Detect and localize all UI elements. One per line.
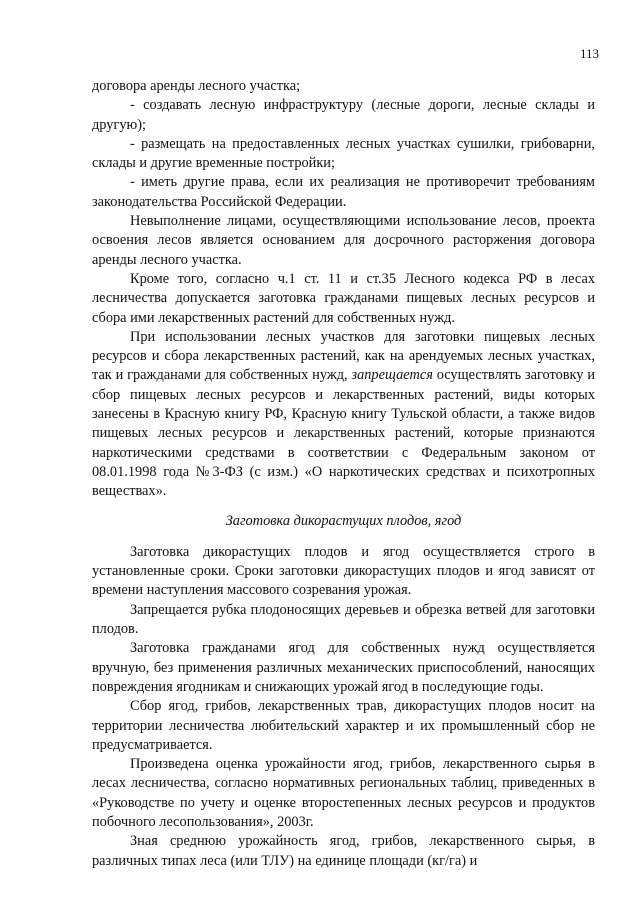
prohibition-text-before: При использовании лесных участков для заготовки пищевых лесных ресурсов и сбора лекарственных растений, как на арендуемых лесных участках, так и гражданами для собственных нужд, (92, 328, 595, 384)
paragraph-continuation: договора аренды лесного участка; (92, 78, 301, 94)
page-number: 113 (579, 46, 599, 61)
paragraph-forest-code: Кроме того, согласно ч.1 ст. 11 и ст.35 Лесного кодекса РФ в лесах лесничества допускается заготовка гражданами пищевых лесных ресурсов и сбора ими лекарственных растений для собственных нужд. (92, 270, 595, 326)
section-heading: Заготовка дикорастущих плодов, ягод (225, 512, 462, 529)
list-item-infrastructure: - создавать лесную инфраструктуру (лесные дороги, лесные склады и другую); (92, 97, 595, 133)
paragraph-yield-assessment: Произведена оценка урожайности ягод, грибов, лекарственного сырья в лесах лесничества, согласно нормативных региональных таблиц, приведенных в «Руководстве по учету и оценке второстепенных лесных ресурсов и продуктов побочного лесопользования», 2003г. (92, 756, 595, 830)
prohibition-text-after: осуществлять заготовку и сбор пищевых лесных ресурсов и лекарственных растений, виды которых занесены в Красную книгу РФ, Красную книгу Тульской области, а также видов пищевых лесных ресурсов и лекарственных растений, которые признаются наркотическими средствами в соответствии с Федеральным законом от 08.01.1998 года №3-ФЗ (с изм.) «О наркотических средствах и психотропных веществах». (92, 367, 595, 500)
prohibition-emphasis: запрещается (351, 367, 433, 384)
paragraph-average-yield: Зная среднюю урожайность ягод, грибов, лекарственного сырья, в различных типах леса (или ТЛУ) на единице площади (кг/га) и (92, 833, 595, 869)
list-item-other-rights: - иметь другие права, если их реализация не противоречит требованиям законодательства Российской Федерации. (92, 174, 595, 210)
paragraph-felling-ban: Запрещается рубка плодоносящих деревьев и обрезка ветвей для заготовки плодов. (92, 601, 595, 638)
list-item-temporary-buildings: - размещать на предоставленных лесных участках сушилки, грибоварни, склады и другие временные постройки; (92, 135, 595, 172)
paragraph-manual-harvest: Заготовка гражданами ягод для собственных нужд осуществляется вручную, без применения различных механических приспособлений, наносящих повреждения ягодникам и снижающих урожай ягод в последующие годы. (92, 640, 595, 695)
paragraph-prohibition (92, 328, 595, 502)
document-body (92, 77, 595, 871)
paragraph-harvest-timing: Заготовка дикорастущих плодов и ягод осуществляется строго в установленные сроки. Сроки заготовки дикорастущих плодов и ягод зависят от времени наступления массового созревания урожая. (92, 543, 595, 599)
paragraph-contract-termination: Невыполнение лицами, осуществляющими использование лесов, проекта освоения лесов является основанием для досрочного расторжения договора аренды лесного участка. (92, 213, 595, 268)
paragraph-amateur-gathering: Сбор ягод, грибов, лекарственных трав, дикорастущих плодов носит на территории лесничества любительский характер и их промышленный сбор не предусматривается. (92, 698, 595, 753)
